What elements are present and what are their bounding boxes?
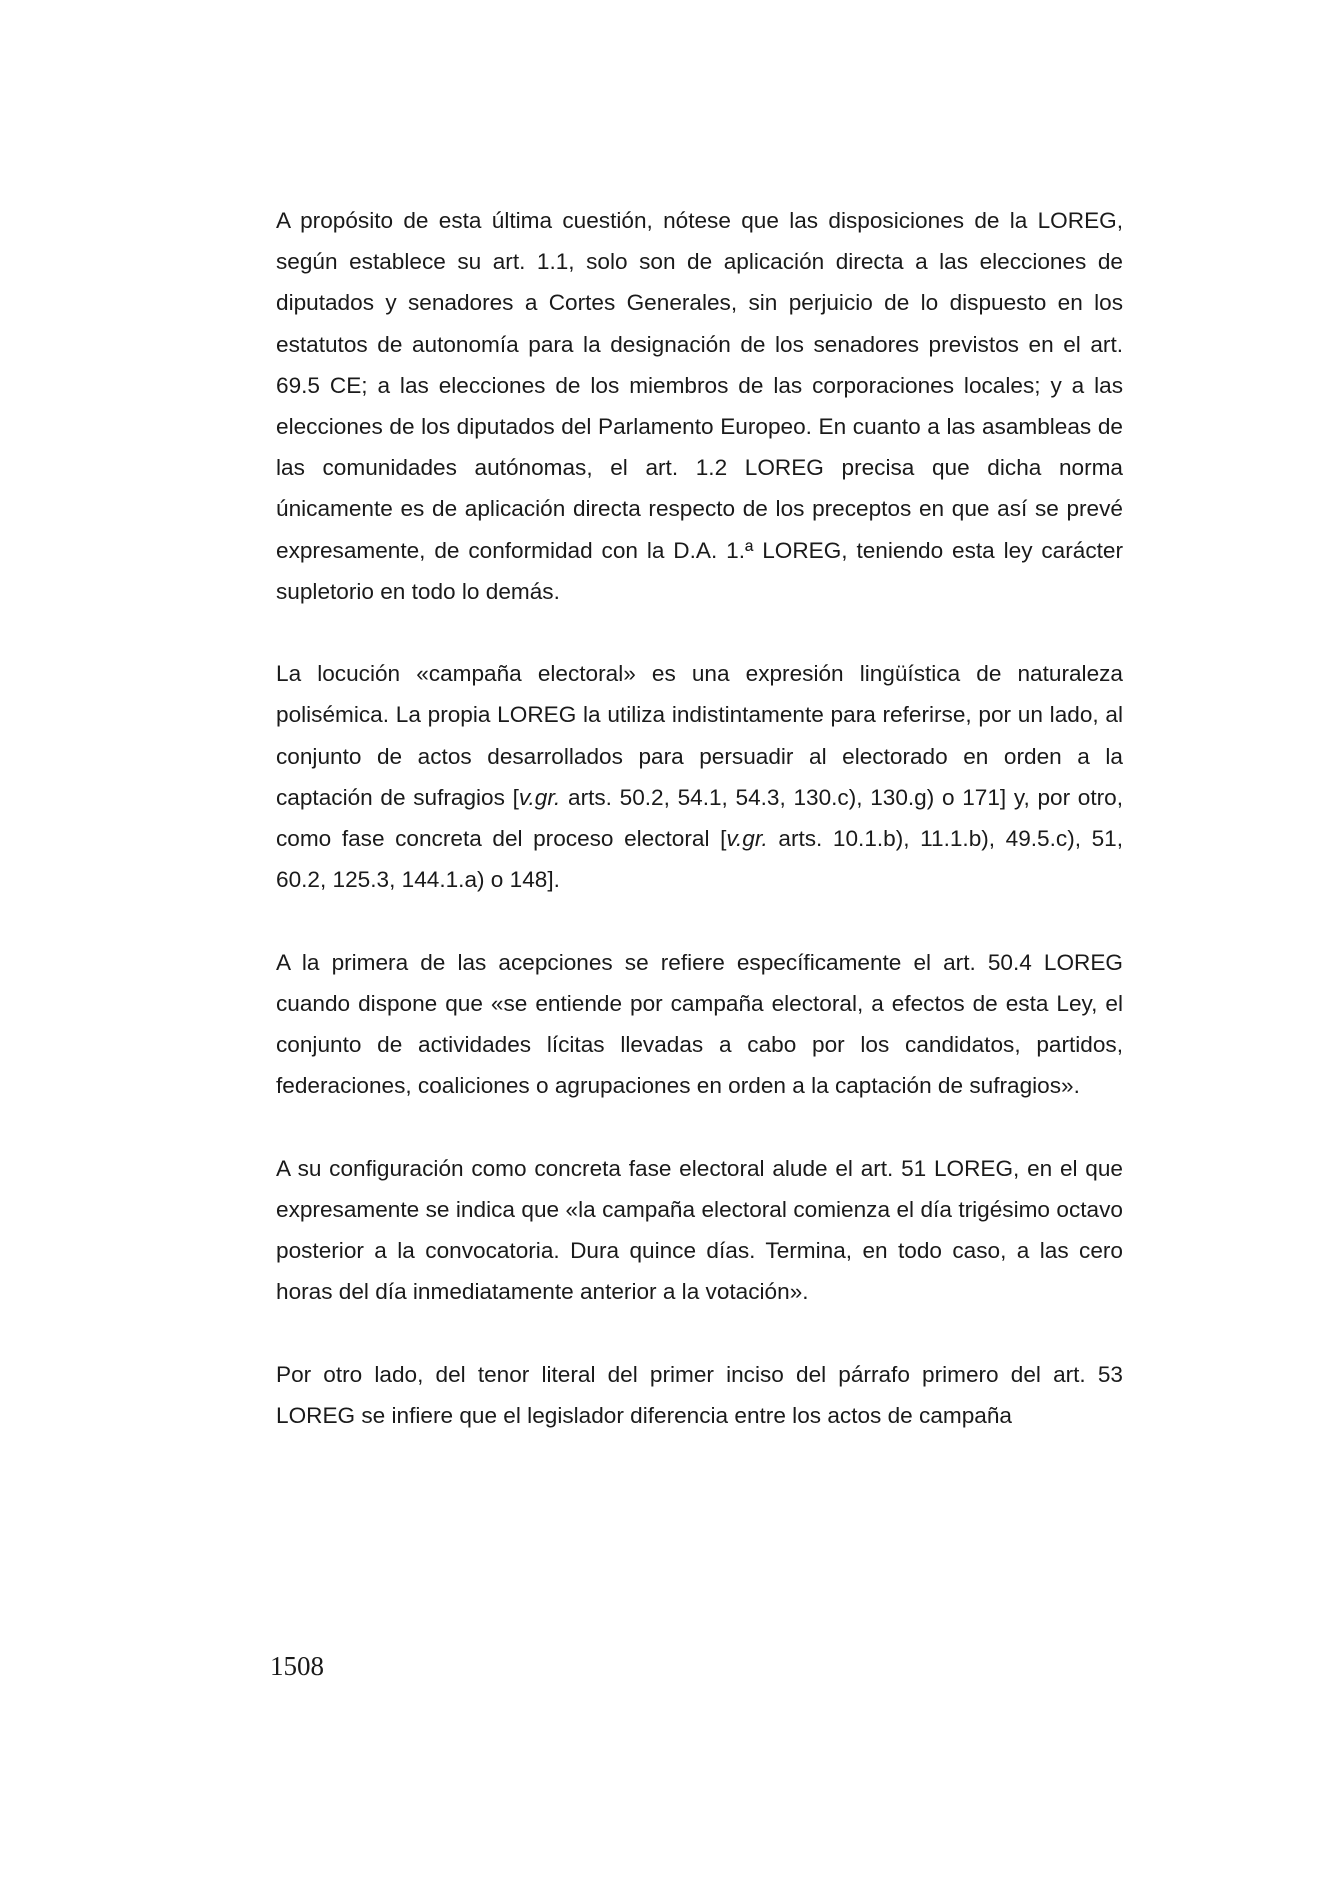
text-run: arts. 10.1.b), 11.1.b), 49.5.c), 51, 60.2, 125.3, 144.1.a) o 148]. [276,826,1123,893]
paragraph [276,1148,1123,1313]
paragraph [276,942,1123,1107]
text-run: Por otro lado, del tenor literal del primer inciso del párrafo primero del art. 53 LOREG se infiere que el legislador diferencia entre los actos de campaña [276,1361,1123,1428]
text-run: A propósito de esta última cuestión, nótese que las disposiciones de la LOREG, según establece su art. 1.1, solo son de aplicación directa a las elecciones de diputados y senadores a Cortes Generales, sin perjuicio de lo dispuesto en los estatutos de autonomía para la designación de los senadores previstos en el art. 69.5 CE; a las elecciones de los miembros de las corporaciones locales; y a las elecciones de los diputados del Parlamento Europeo. En cuanto a las asambleas de las comunidades autónomas, el art. 1.2 LOREG precisa que dicha norma únicamente es de aplicación directa respecto de los preceptos en que así se prevé expresamente, de conformidad con la D.A. 1.ª LOREG, teniendo esta ley carácter supletorio en todo lo demás. [276,208,1123,604]
text-run: arts. 50.2, 54.1, 54.3, 130.c), 130.g) o 171] y, por otro, como fase concreta del proceso electoral [ [276,784,1123,852]
page-number: 1508 [270,1651,324,1681]
text-run: A su configuración como concreta fase electoral alude el art. 51 LOREG, en el que expresamente se indica que «la campaña electoral comienza el día trigésimo octavo posterior a la convocatoria. Dura quince días. Termina, en todo caso, a las cero horas del día inmediatamente anterior a la votación». [276,1155,1123,1305]
italic-abbreviation: v.gr. [726,826,768,852]
italic-abbreviation: v.gr. [518,784,561,810]
body-text [276,200,1123,1436]
text-run: La locución «campaña electoral» es una expresión lingüística de naturaleza polisémica. La propia LOREG la utiliza indistintamente para referirse, por un lado, al conjunto de actos desarrollados para persuadir al electorado en orden a la captación de sufragios [ [276,661,1123,810]
paragraph [276,200,1123,612]
paragraph [276,653,1123,900]
text-run: A la primera de las acepciones se refiere específicamente el art. 50.4 LOREG cuando dispone que «se entiende por campaña electoral, a efectos de esta Ley, el conjunto de actividades lícitas llevadas a cabo por los candidatos, partidos, federaciones, coaliciones o agrupaciones en orden a la captación de sufragios». [276,949,1123,1099]
paragraph [276,1354,1123,1436]
